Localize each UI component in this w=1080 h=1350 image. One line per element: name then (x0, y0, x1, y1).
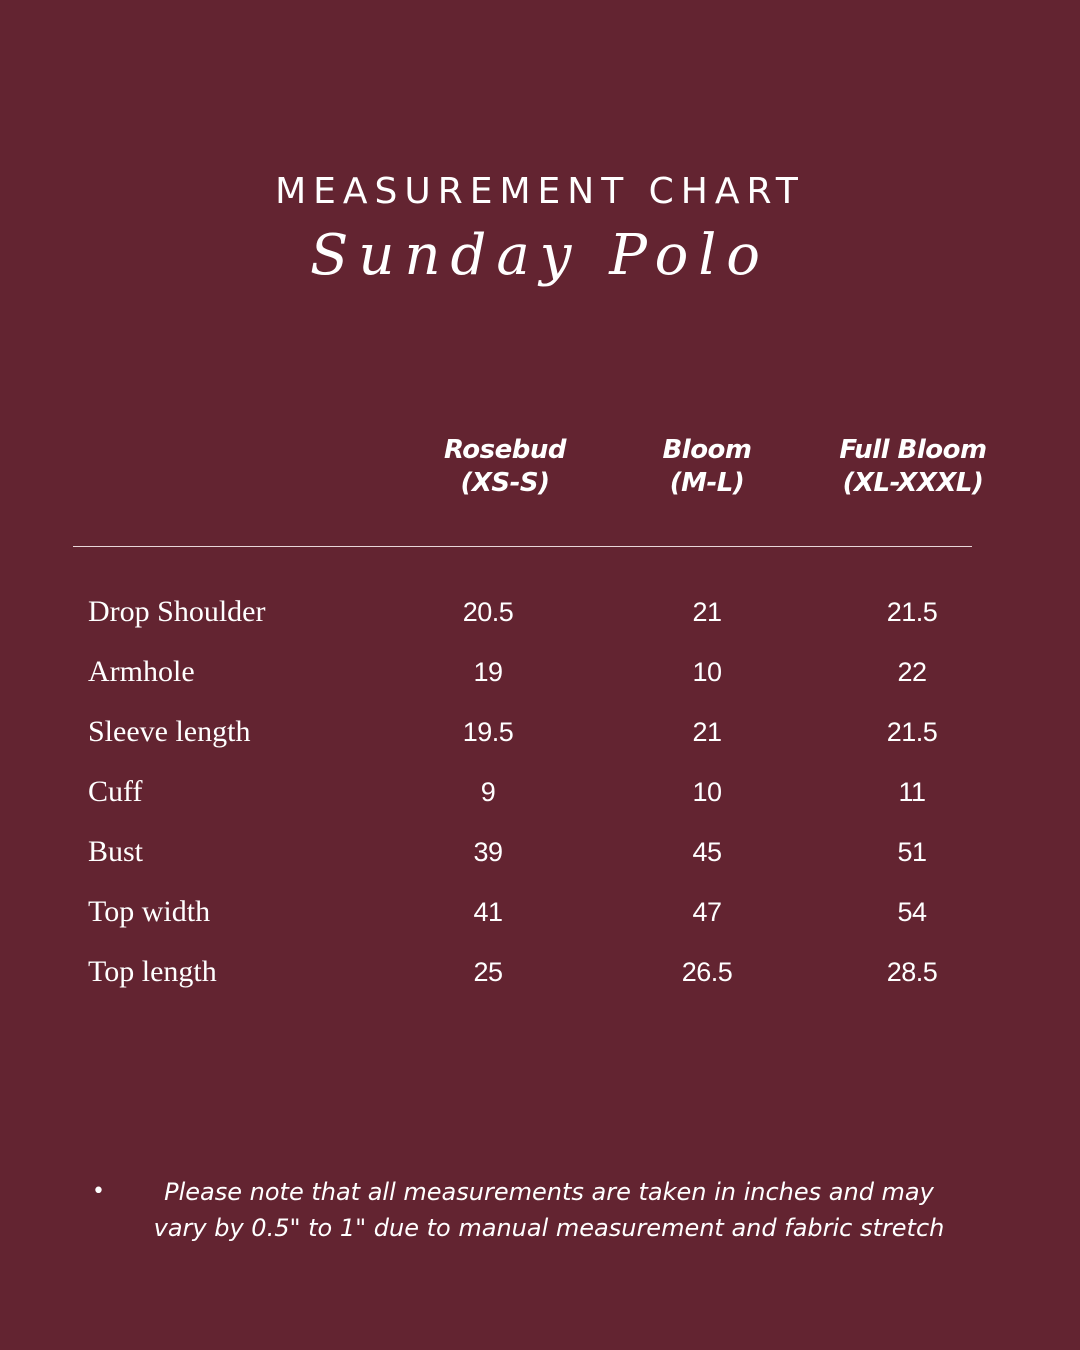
note-text: Please note that all measurements are taken in inches and may vary by 0.5" to 1" due to manual measurement and fabric stretch (153, 1178, 945, 1242)
value-rosebud: 41 (473, 897, 503, 927)
value-full-bloom: 28.5 (886, 957, 938, 987)
column-header-name: Bloom (662, 435, 752, 465)
column-header-size: (M-L) (669, 468, 745, 498)
value-bloom: 45 (692, 837, 722, 867)
value-bloom: 10 (692, 657, 722, 687)
table-row (0, 772, 1080, 812)
value-full-bloom: 11 (898, 777, 926, 807)
row-label: Sleeve length (88, 715, 251, 748)
table-row (0, 892, 1080, 932)
value-rosebud: 9 (480, 777, 496, 807)
row-label: Top width (88, 895, 211, 928)
bullet-icon: • (92, 1179, 105, 1204)
value-full-bloom: 54 (897, 897, 927, 927)
row-label: Armhole (88, 655, 195, 688)
header-divider (73, 546, 972, 547)
value-rosebud: 39 (473, 837, 503, 867)
column-header-size: (XS-S) (460, 468, 550, 498)
table-row (0, 592, 1080, 632)
column-header-bloom (597, 434, 817, 500)
page-title: MEASUREMENT CHART (275, 171, 805, 212)
value-bloom: 21 (692, 597, 722, 627)
row-label: Top length (88, 955, 217, 988)
value-rosebud: 20.5 (462, 597, 514, 627)
value-full-bloom: 51 (897, 837, 927, 867)
row-label: Bust (88, 835, 144, 868)
product-name: Sunday Polo (310, 223, 770, 288)
table-row (0, 832, 1080, 872)
value-full-bloom: 22 (897, 657, 927, 687)
row-label: Drop Shoulder (88, 595, 266, 628)
value-rosebud: 25 (473, 957, 503, 987)
column-header-size: (XL-XXXL) (842, 468, 984, 498)
value-rosebud: 19.5 (462, 717, 514, 747)
column-header-name: Full Bloom (839, 435, 987, 465)
value-full-bloom: 21.5 (886, 597, 938, 627)
value-bloom: 47 (692, 897, 722, 927)
table-row (0, 952, 1080, 992)
column-header-full-bloom (803, 434, 1023, 500)
column-header-rosebud (395, 434, 615, 500)
column-header-name: Rosebud (444, 435, 566, 465)
row-label: Cuff (88, 775, 143, 808)
value-bloom: 10 (692, 777, 722, 807)
value-rosebud: 19 (473, 657, 503, 687)
value-bloom: 26.5 (681, 957, 733, 987)
table-row (0, 652, 1080, 692)
value-full-bloom: 21.5 (886, 717, 938, 747)
value-bloom: 21 (692, 717, 722, 747)
table-row (0, 712, 1080, 752)
